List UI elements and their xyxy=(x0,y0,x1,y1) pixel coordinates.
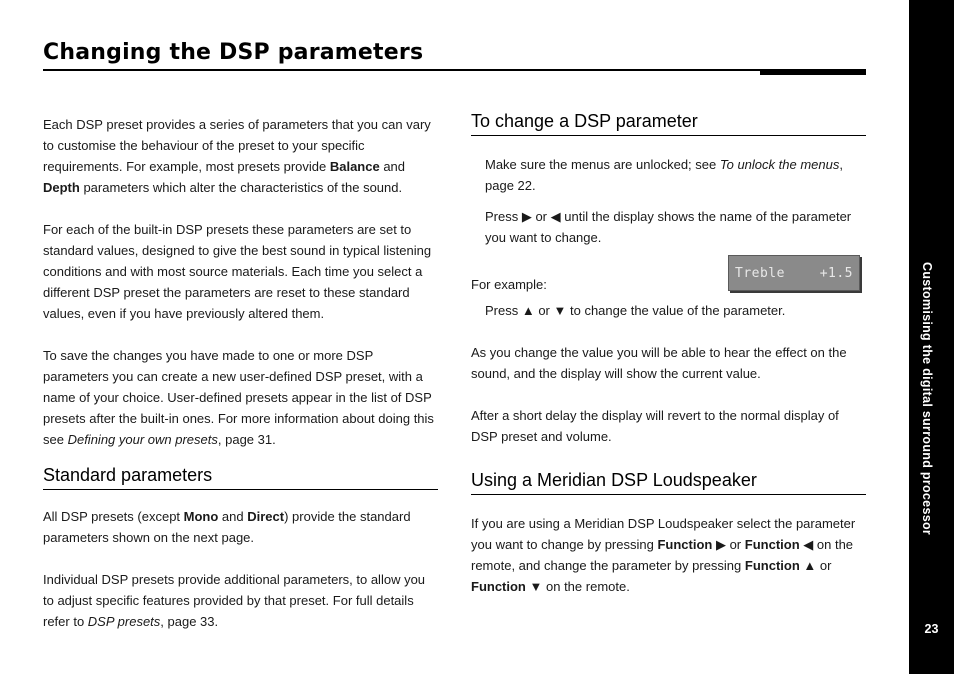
chapter-title: Customising the digital surround processor xyxy=(920,262,934,536)
lcd-display xyxy=(728,255,860,291)
text: or xyxy=(534,303,554,318)
left-column xyxy=(43,114,438,632)
text: Each DSP preset provides a series of parameters that you can vary to customise the behaviour of the preset to your specific requirements. For example, most presets provide xyxy=(43,117,431,174)
text: All DSP presets (except xyxy=(43,509,184,524)
text: If you are using a Meridian DSP Loudspeaker select the parameter you want to change by pressing xyxy=(471,516,856,552)
example-row xyxy=(471,255,866,293)
cross-reference: To unlock the menus xyxy=(719,157,840,172)
page-title: Changing the DSP parameters xyxy=(43,40,424,65)
text: on the remote. xyxy=(542,579,630,594)
standard-parameters-heading: Standard parameters xyxy=(43,464,438,490)
effect-paragraph: As you change the value you will be able to hear the effect on the sound, and the display will show the current value. xyxy=(471,345,847,381)
cross-reference: Defining your own presets xyxy=(67,432,218,447)
meridian-loudspeaker-heading: Using a Meridian DSP Loudspeaker xyxy=(471,469,866,495)
direct-term: Direct xyxy=(247,509,285,524)
meridian-paragraph xyxy=(471,513,866,597)
change-parameter-heading: To change a DSP parameter xyxy=(471,110,866,136)
right-arrow-icon: ▶ xyxy=(521,209,532,224)
text: and xyxy=(218,509,248,524)
delay-paragraph: After a short delay the display will revert to the normal display of DSP preset and volume. xyxy=(471,408,839,444)
step-select-parameter xyxy=(471,206,866,248)
left-arrow-icon: ◀ xyxy=(550,209,561,224)
down-arrow-icon: ▼ xyxy=(529,579,543,594)
function-key: Function xyxy=(744,558,800,573)
mono-term: Mono xyxy=(183,509,219,524)
text: until the display shows the name of the parameter you want to change. xyxy=(485,209,852,245)
text: ) provide the standard parameters shown on the next page. xyxy=(43,509,411,545)
standard-parameters-paragraph xyxy=(43,506,438,548)
right-column xyxy=(471,110,866,597)
display-parameter-name: Treble xyxy=(735,265,785,281)
text: To save the changes you have made to one or more DSP parameters you can create a new user-defined DSP preset, with a name of your choice. User-defined presets appear in the list of DSP presets after the built-in ones. For more information about doing this see xyxy=(43,348,434,447)
text: to change the value of the parameter. xyxy=(566,303,786,318)
function-key: Function xyxy=(657,537,713,552)
down-arrow-icon: ▼ xyxy=(553,303,567,318)
text: or xyxy=(531,209,551,224)
right-arrow-icon: ▶ xyxy=(715,537,726,552)
page-number: 23 xyxy=(924,622,939,636)
text: parameters which alter the characteristics of the sound. xyxy=(79,180,403,195)
title-rule xyxy=(43,69,866,71)
text: Press xyxy=(485,303,522,318)
text: and xyxy=(379,159,406,174)
intro-paragraph xyxy=(43,114,438,198)
text: , page 33. xyxy=(160,614,219,629)
text: or xyxy=(816,558,832,573)
text: on the remote, and change the parameter by pressing xyxy=(471,537,854,573)
text: , page 22. xyxy=(485,157,843,193)
text: Press xyxy=(485,209,522,224)
left-arrow-icon: ◀ xyxy=(803,537,814,552)
display-parameter-value: +1.5 xyxy=(819,265,853,281)
function-key: Function xyxy=(471,579,526,594)
text: Make sure the menus are unlocked; see xyxy=(485,157,720,172)
text: Individual DSP presets provide additional parameters, to allow you to adjust specific features provided by that preset. For full details refer to xyxy=(43,572,426,629)
text: , page 31. xyxy=(217,432,276,447)
up-arrow-icon: ▲ xyxy=(803,558,817,573)
function-key: Function xyxy=(744,537,800,552)
title-accent-bar xyxy=(760,69,866,75)
balance-term: Balance xyxy=(329,159,380,174)
save-changes-paragraph xyxy=(43,345,438,450)
builtin-presets-paragraph: For each of the built-in DSP presets these parameters are set to standard values, designed to give the best sound in typical listening conditions and with most source materials. Each time you select a different DSP preset the parameters are reset to these standard values, even if you have previously altered them. xyxy=(43,222,432,321)
depth-term: Depth xyxy=(43,180,80,195)
additional-parameters-paragraph xyxy=(43,569,438,632)
step-unlock-menus xyxy=(471,154,866,196)
up-arrow-icon: ▲ xyxy=(521,303,535,318)
example-label: For example: xyxy=(471,277,547,292)
step-change-value xyxy=(471,300,866,321)
cross-reference: DSP presets xyxy=(87,614,161,629)
text: or xyxy=(725,537,745,552)
